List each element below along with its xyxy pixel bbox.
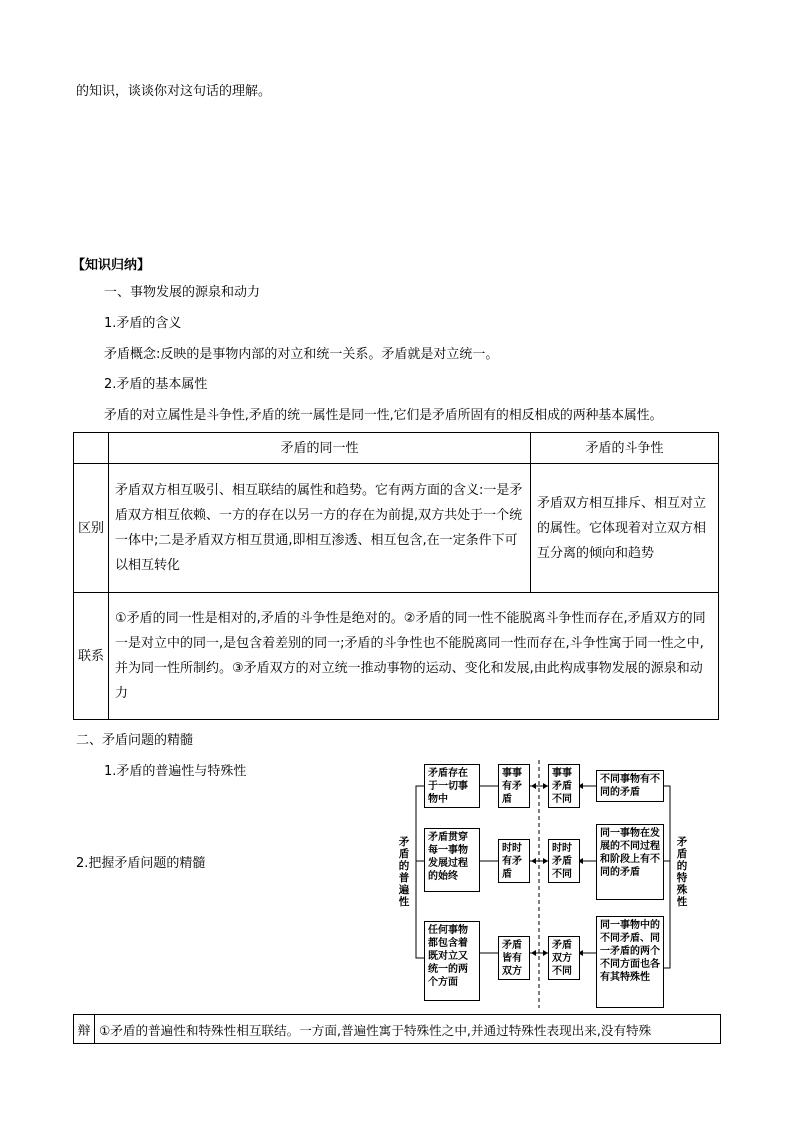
item-3-title: 1.矛盾的普遍性与特殊性 (104, 764, 247, 779)
item-1-title: 1.矛盾的含义 (104, 316, 182, 331)
contradiction-table (73, 432, 719, 720)
left-box-2: 矛盾贯穿每一事物发展过程的始终 (424, 828, 480, 892)
item-4-title: 2.把握矛盾问题的精髓 (76, 856, 206, 871)
universality-particularity-diagram (394, 758, 724, 1013)
mid-right-box-2: 时时矛盾不同 (548, 839, 580, 883)
mid-right-box-1: 事事矛盾不同 (548, 764, 580, 808)
heading-2: 二、矛盾问题的精髓 (76, 733, 194, 748)
label-particularity: 矛盾的特殊性 (676, 836, 688, 908)
left-box-3: 任何事物都包含着既对立又统一的两个方面 (424, 921, 480, 1001)
left-box-1: 矛盾存在于一切事物中 (424, 764, 480, 808)
bottom-table (73, 1014, 721, 1044)
header-struggle: 矛盾的斗争性 (531, 433, 719, 464)
heading-1: 一、事物发展的源泉和动力 (104, 285, 261, 300)
bottom-row-text: ①矛盾的普遍性和特殊性相互联结。一方面,普遍性寓于特殊性之中,并通过特殊性表现出来,没有特殊 (95, 1015, 721, 1044)
row-label-connection: 联系 (74, 593, 109, 720)
mid-right-box-3: 矛盾双方不同 (548, 936, 580, 980)
right-box-2: 同一事物在发展的不同过程和阶段上有不同的矛盾 (596, 824, 664, 900)
cell-connection: ①矛盾的同一性是相对的,矛盾的斗争性是绝对的。②矛盾的同一性不能脱离斗争性而存在,矛盾双方的同一是对立中的同一,是包含着差别的同一;矛盾的斗争性也不能脱离同一性而存在,斗争性寓于同一性之中,并为同一性所制约。③矛盾双方的对立统一推动事物的运动、变化和发展,由此构成事物发展的源泉和动力 (109, 593, 719, 720)
table-corner (74, 433, 109, 464)
mid-left-box-2: 时时有矛盾 (498, 839, 530, 883)
section-title: 【知识归纳】 (72, 258, 151, 273)
item-2-title: 2.矛盾的基本属性 (104, 377, 208, 392)
mid-left-box-1: 事事有矛盾 (498, 764, 530, 808)
bottom-row-label: 辩 (74, 1015, 95, 1044)
right-box-3: 同一事物中的不同矛盾、同一矛盾的两个不同方面也各有其特殊性 (596, 916, 664, 1008)
mid-left-box-3: 矛盾皆有双方 (498, 936, 530, 980)
header-identity: 矛盾的同一性 (109, 433, 531, 464)
right-box-1: 不同事物有不同的矛盾 (596, 770, 664, 802)
row-label-difference: 区别 (74, 464, 109, 593)
cell-identity-difference: 矛盾双方相互吸引、相互联结的属性和趋势。它有两方面的含义:一是矛盾双方相互依赖、一方的存在以另一方的存在为前提,双方共处于一个统一体中;二是矛盾双方相互贯通,即相互渗透、相互包含,在一定条件下可以相互转化 (109, 464, 531, 593)
cell-struggle-difference: 矛盾双方相互排斥、相互对立的属性。它体现着对立双方相互分离的倾向和趋势 (531, 464, 719, 593)
item-2-text: 矛盾的对立属性是斗争性,矛盾的统一属性是同一性,它们是矛盾所固有的相反相成的两种基本属性。 (104, 408, 663, 423)
intro-tail: 的知识，谈谈你对这句话的理解。 (76, 84, 272, 99)
label-universality: 矛盾的普遍性 (398, 836, 410, 908)
item-1-text: 矛盾概念:反映的是事物内部的对立和统一关系。矛盾就是对立统一。 (104, 347, 499, 362)
